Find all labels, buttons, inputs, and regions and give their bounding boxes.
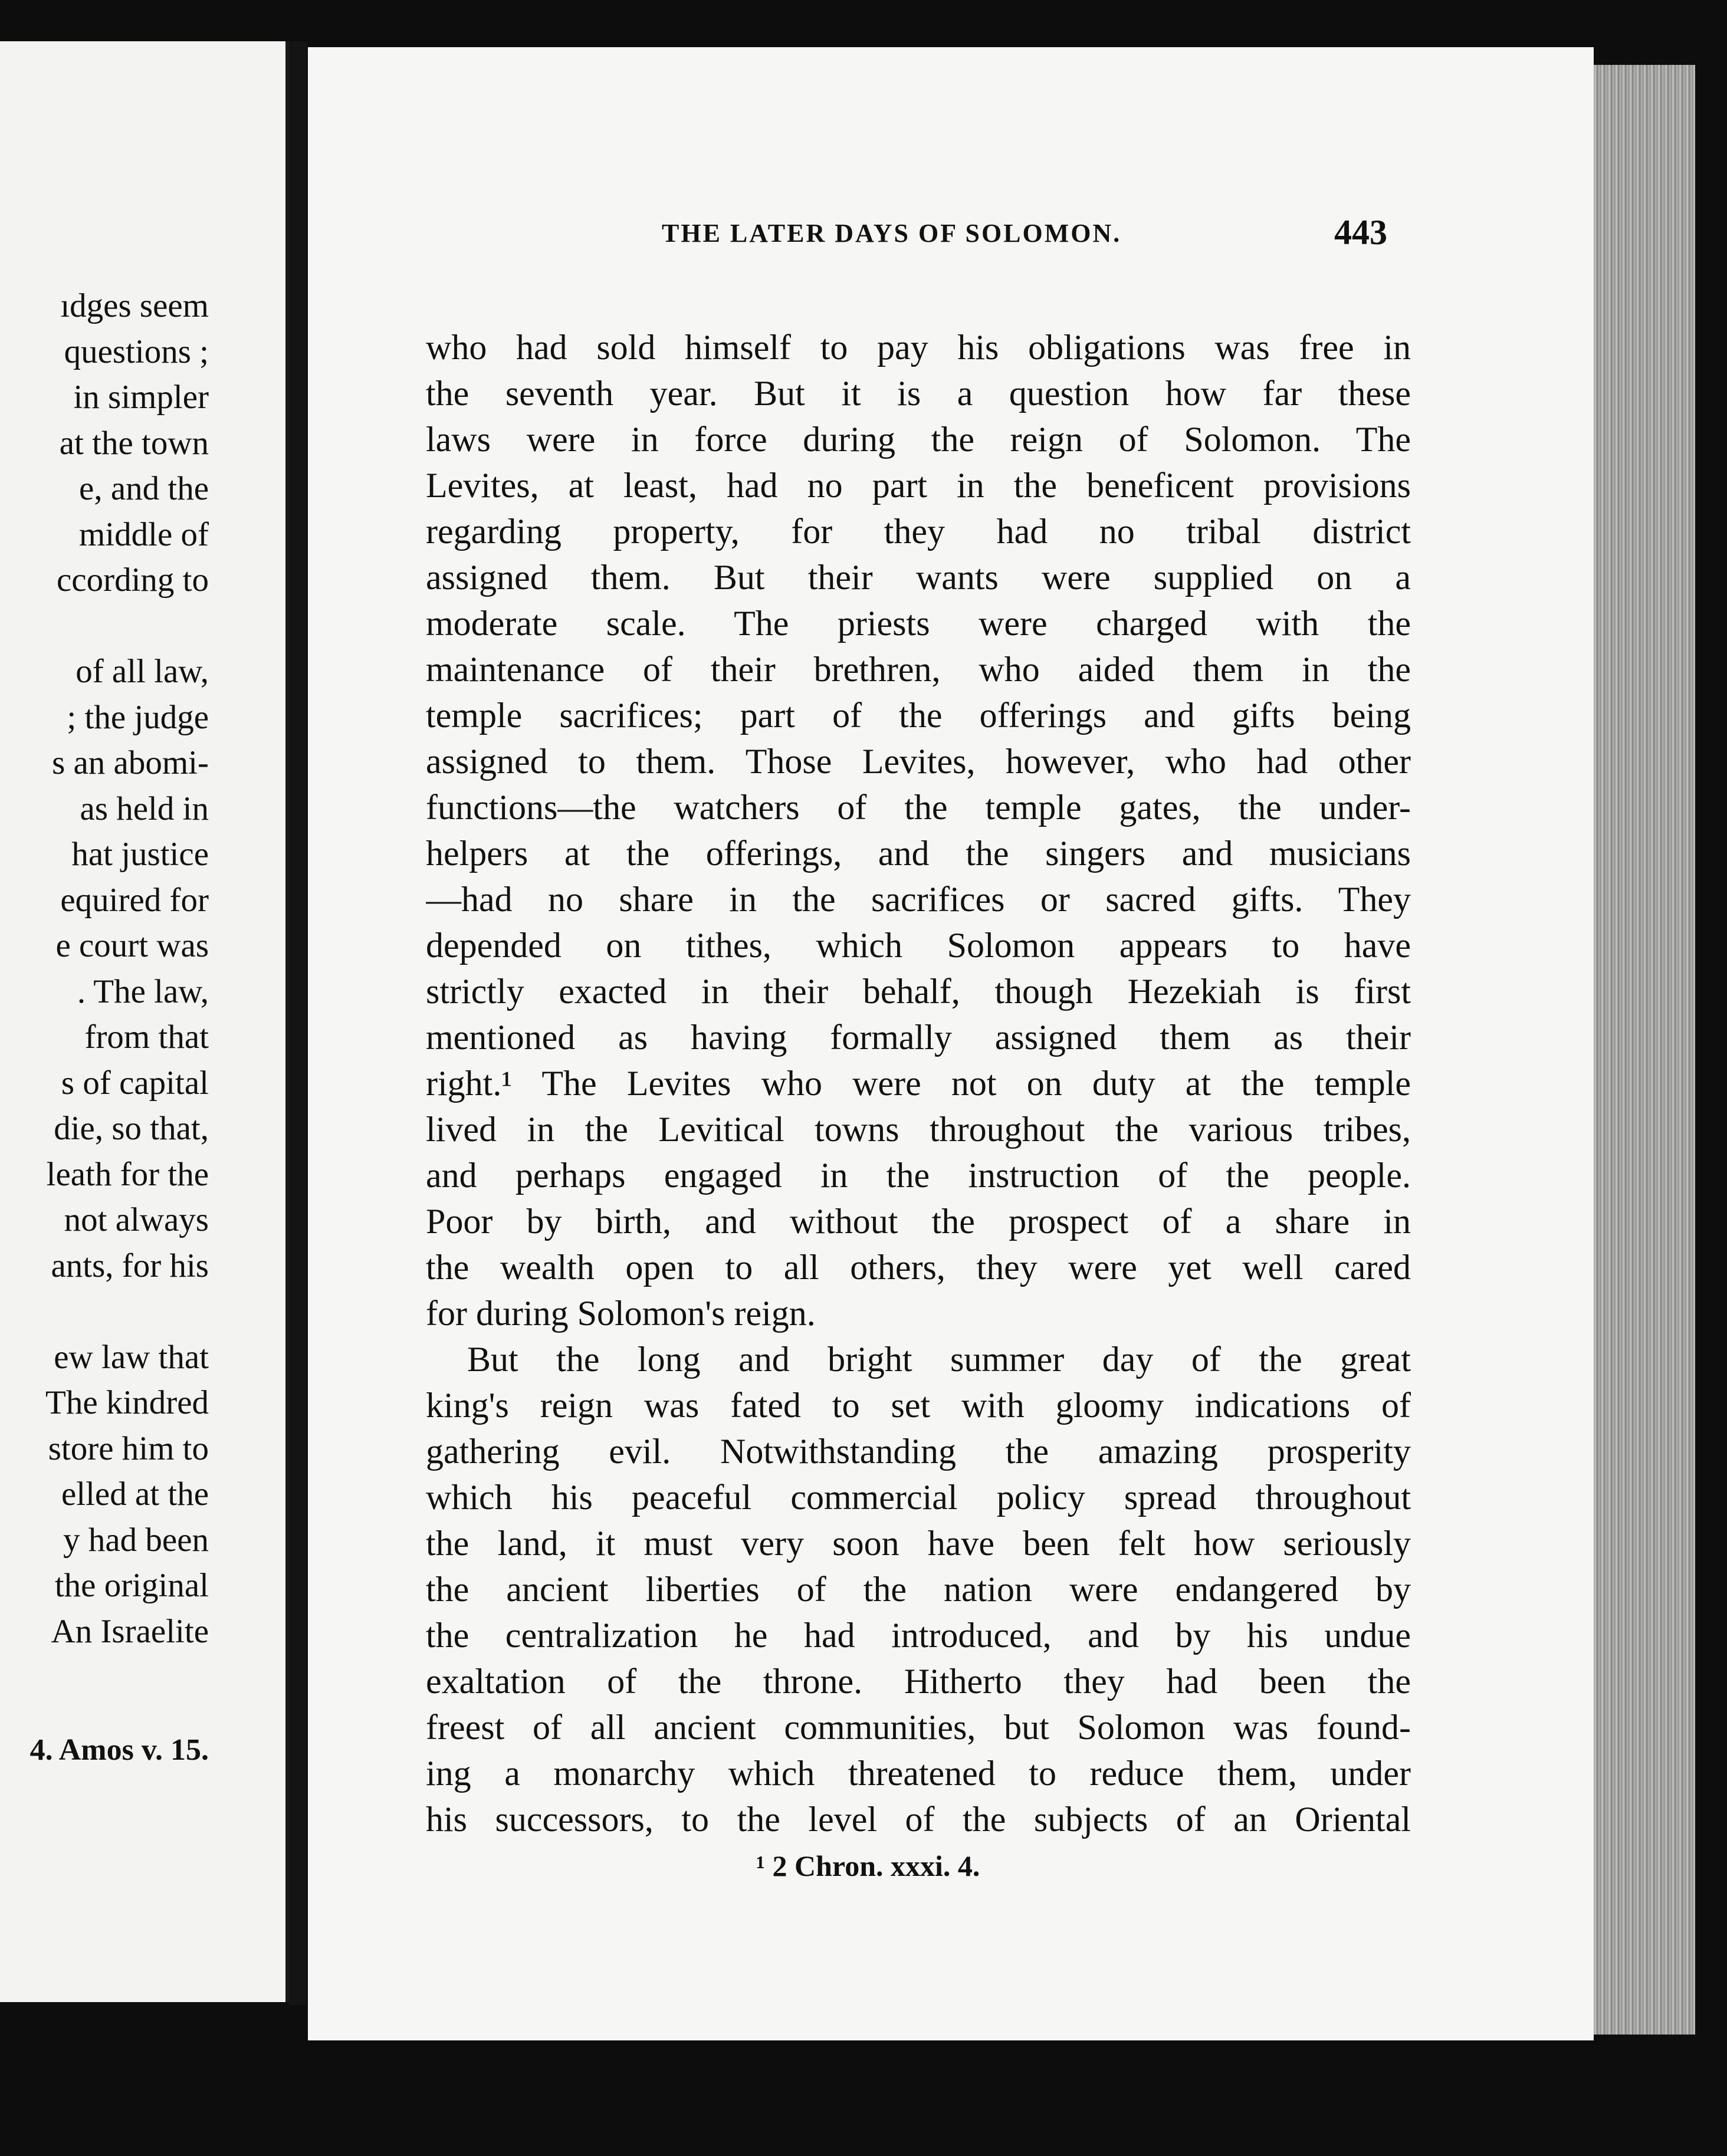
body-line: right.¹ The Levites who were not on duty at the temple (426, 1064, 1411, 1103)
left-page-line: the original (54, 1567, 209, 1604)
body-line: which his peaceful commercial policy spread throughout (426, 1478, 1411, 1517)
left-page-line: ants, for his (51, 1247, 209, 1284)
left-page-line: elled at the (61, 1475, 209, 1513)
left-page-line: An Israelite (51, 1612, 209, 1650)
body-line: gathering evil. Notwithstanding the amazing prosperity (426, 1432, 1411, 1471)
left-page-line: s an abomi- (52, 744, 209, 781)
footnote: ¹ 2 Chron. xxxi. 4. (756, 1849, 980, 1882)
body-line: and perhaps engaged in the instruction of the people. (426, 1156, 1411, 1195)
left-page-line: e, and the (79, 470, 209, 507)
left-page-line: hat justice (71, 836, 209, 873)
body-line: king's reign was fated to set with gloomy indications of (426, 1386, 1411, 1425)
left-page-footnote: 4. Amos v. 15. (29, 1733, 209, 1767)
left-page-line: at the town (59, 424, 209, 462)
body-line: the seventh year. But it is a question how far these (426, 374, 1411, 413)
body-line: depended on tithes, which Solomon appears to have (426, 926, 1411, 965)
body-line: Poor by birth, and without the prospect of a share in (426, 1202, 1411, 1241)
left-page-line: . The law, (77, 972, 209, 1010)
left-page-line: store him to (48, 1429, 209, 1467)
left-page-line: as held in (80, 790, 209, 827)
body-line: ing a monarchy which threatened to reduce them, under (426, 1754, 1411, 1793)
left-page-line: ; the judge (67, 698, 209, 736)
body-line: laws were in force during the reign of Solomon. The (426, 420, 1411, 459)
body-line: assigned them. But their wants were supplied on a (426, 558, 1411, 597)
left-page-line: middle of (78, 515, 209, 553)
left-page-line: ccording to (56, 561, 209, 599)
body-line: his successors, to the level of the subjects of an Oriental (426, 1800, 1411, 1839)
body-line: —had no share in the sacrifices or sacred gifts. They (426, 880, 1411, 919)
left-page-line: leath for the (46, 1155, 209, 1193)
body-line: maintenance of their brethren, who aided them in the (426, 650, 1411, 689)
body-line: who had sold himself to pay his obligations was free in (426, 328, 1411, 367)
page-number: 443 (1334, 213, 1387, 252)
body-line: freest of all ancient communities, but Solomon was found- (426, 1708, 1411, 1747)
body-line: for during Solomon's reign. (426, 1294, 816, 1333)
body-line: the land, it must very soon have been felt how seriously (426, 1524, 1411, 1563)
left-page-line: y had been (63, 1521, 209, 1559)
left-page-line: of all law, (75, 653, 209, 690)
body-line: regarding property, for they had no tribal district (426, 512, 1411, 551)
left-page-line: from that (84, 1018, 209, 1056)
body-line: But the long and bright summer day of the great (467, 1340, 1411, 1379)
body-line: the wealth open to all others, they were yet well cared (426, 1248, 1411, 1287)
left-page-line: e court was (55, 927, 209, 964)
right-page (308, 47, 1594, 2040)
left-page-line: The kindred (45, 1384, 209, 1421)
left-facing-page (0, 41, 289, 2002)
left-page-line: equired for (60, 881, 209, 919)
body-line: the ancient liberties of the nation were endangered by (426, 1570, 1411, 1609)
left-page-line: s of capital (61, 1064, 209, 1102)
left-page-line: questions ; (64, 333, 209, 370)
left-page-line: ew law that (54, 1338, 209, 1376)
left-page-line: die, so that, (54, 1110, 209, 1147)
body-line: the centralization he had introduced, and by his undue (426, 1616, 1411, 1655)
body-line: helpers at the offerings, and the singers and musicians (426, 834, 1411, 873)
body-line: strictly exacted in their behalf, though Hezekiah is first (426, 972, 1411, 1011)
book-gutter (289, 41, 307, 2005)
body-line: moderate scale. The priests were charged with the (426, 604, 1411, 643)
page-edge-stack (1594, 65, 1695, 2035)
body-line: mentioned as having formally assigned them as their (426, 1018, 1411, 1057)
body-line: assigned to them. Those Levites, however, who had other (426, 742, 1411, 781)
left-page-line: ıdges seem (60, 287, 209, 324)
left-page-line: not always (64, 1201, 209, 1238)
body-line: Levites, at least, had no part in the beneficent provisions (426, 466, 1411, 505)
body-line: temple sacrifices; part of the offerings and gifts being (426, 696, 1411, 735)
running-head: THE LATER DAYS OF SOLOMON. (662, 219, 1122, 248)
left-page-line: in simpler (73, 379, 209, 416)
body-line: lived in the Levitical towns throughout the various tribes, (426, 1110, 1411, 1149)
body-text (426, 324, 1411, 1842)
body-line: functions—the watchers of the temple gates, the under- (426, 788, 1411, 827)
body-line: exaltation of the throne. Hitherto they had been the (426, 1662, 1411, 1701)
